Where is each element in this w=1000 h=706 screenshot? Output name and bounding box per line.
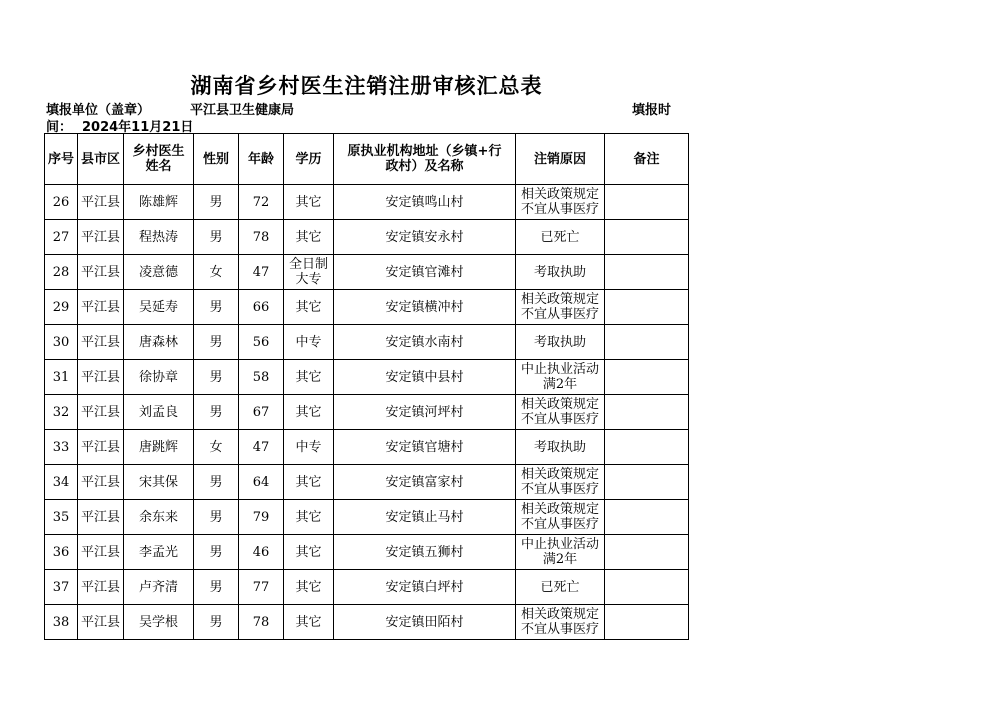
cell-col-gender: 女 xyxy=(194,255,239,290)
cell-col-institution-address: 安定镇安永村 xyxy=(334,220,516,255)
cell-col-institution-address: 安定镇官塘村 xyxy=(334,430,516,465)
cell-col-doctor-name: 宋其保 xyxy=(124,465,194,500)
cell-col-age: 56 xyxy=(239,325,284,360)
cell-col-remarks xyxy=(605,220,689,255)
cell-col-doctor-name: 吴学根 xyxy=(124,605,194,640)
table-row xyxy=(45,605,689,640)
cell-col-age: 77 xyxy=(239,570,284,605)
cell-col-education: 其它 xyxy=(284,220,334,255)
cell-col-institution-address: 安定镇河坪村 xyxy=(334,395,516,430)
cell-col-remarks xyxy=(605,255,689,290)
header-col-education: 学历 xyxy=(284,134,334,185)
date-label-cont: 间： xyxy=(46,120,73,135)
cell-col-remarks xyxy=(605,395,689,430)
cell-col-remarks xyxy=(605,500,689,535)
cell-col-institution-address: 安定镇田陌村 xyxy=(334,605,516,640)
cell-col-gender: 男 xyxy=(194,220,239,255)
cell-col-institution-address: 安定镇横冲村 xyxy=(334,290,516,325)
table-row xyxy=(45,360,689,395)
cell-col-education: 其它 xyxy=(284,570,334,605)
cell-col-doctor-name: 余东来 xyxy=(124,500,194,535)
cell-col-education: 其它 xyxy=(284,290,334,325)
header-col-county: 县市区 xyxy=(78,134,124,185)
cell-col-age: 46 xyxy=(239,535,284,570)
cell-col-institution-address: 安定镇止马村 xyxy=(334,500,516,535)
cell-col-gender: 男 xyxy=(194,185,239,220)
header-col-cancel-reason: 注销原因 xyxy=(516,134,605,185)
cell-col-county: 平江县 xyxy=(78,325,124,360)
cell-col-doctor-name: 卢齐清 xyxy=(124,570,194,605)
cell-col-gender: 男 xyxy=(194,465,239,500)
cell-col-county: 平江县 xyxy=(78,185,124,220)
table-row xyxy=(45,185,689,220)
cell-col-age: 64 xyxy=(239,465,284,500)
cell-col-index: 33 xyxy=(45,430,78,465)
header-col-index: 序号 xyxy=(45,134,78,185)
date-label: 填报时 xyxy=(632,103,672,118)
cell-col-gender: 男 xyxy=(194,360,239,395)
cell-col-cancel-reason: 考取执助 xyxy=(516,255,605,290)
cell-col-institution-address: 安定镇水南村 xyxy=(334,325,516,360)
table-header-row xyxy=(45,134,689,185)
cell-col-county: 平江县 xyxy=(78,570,124,605)
unit-label: 填报单位（盖章） xyxy=(46,103,151,118)
cell-col-index: 27 xyxy=(45,220,78,255)
table-row xyxy=(45,430,689,465)
cell-col-county: 平江县 xyxy=(78,500,124,535)
cell-col-education: 其它 xyxy=(284,360,334,395)
cell-col-education: 中专 xyxy=(284,325,334,360)
cell-col-gender: 男 xyxy=(194,500,239,535)
header-col-remarks: 备注 xyxy=(605,134,689,185)
cell-col-doctor-name: 唐跳辉 xyxy=(124,430,194,465)
cell-col-cancel-reason: 相关政策规定 不宜从事医疗 xyxy=(516,290,605,325)
table-row xyxy=(45,500,689,535)
cell-col-doctor-name: 李孟光 xyxy=(124,535,194,570)
cell-col-county: 平江县 xyxy=(78,535,124,570)
cell-col-cancel-reason: 考取执助 xyxy=(516,325,605,360)
cell-col-gender: 男 xyxy=(194,395,239,430)
cell-col-remarks xyxy=(605,605,689,640)
table-body xyxy=(45,185,689,640)
table-row xyxy=(45,290,689,325)
cell-col-age: 67 xyxy=(239,395,284,430)
cell-col-cancel-reason: 相关政策规定 不宜从事医疗 xyxy=(516,500,605,535)
cell-col-county: 平江县 xyxy=(78,360,124,395)
cell-col-index: 36 xyxy=(45,535,78,570)
cell-col-index: 26 xyxy=(45,185,78,220)
cell-col-education: 其它 xyxy=(284,500,334,535)
table-row xyxy=(45,465,689,500)
cell-col-gender: 男 xyxy=(194,535,239,570)
cell-col-gender: 男 xyxy=(194,290,239,325)
cell-col-gender: 男 xyxy=(194,325,239,360)
page-title: 湖南省乡村医生注销注册审核汇总表 xyxy=(190,74,543,98)
cell-col-county: 平江县 xyxy=(78,465,124,500)
cell-col-index: 31 xyxy=(45,360,78,395)
cell-col-index: 28 xyxy=(45,255,78,290)
cell-col-doctor-name: 程热涛 xyxy=(124,220,194,255)
header-col-institution-address: 原执业机构地址（乡镇+行 政村）及名称 xyxy=(334,134,516,185)
cell-col-cancel-reason: 相关政策规定 不宜从事医疗 xyxy=(516,395,605,430)
cell-col-education: 其它 xyxy=(284,395,334,430)
cell-col-doctor-name: 陈雄辉 xyxy=(124,185,194,220)
cell-col-cancel-reason: 中止执业活动 满2年 xyxy=(516,535,605,570)
table-row xyxy=(45,220,689,255)
cell-col-institution-address: 安定镇鸣山村 xyxy=(334,185,516,220)
cell-col-education: 其它 xyxy=(284,465,334,500)
cell-col-age: 47 xyxy=(239,255,284,290)
cell-col-age: 72 xyxy=(239,185,284,220)
cell-col-cancel-reason: 考取执助 xyxy=(516,430,605,465)
cell-col-cancel-reason: 相关政策规定 不宜从事医疗 xyxy=(516,605,605,640)
cell-col-remarks xyxy=(605,185,689,220)
cell-col-remarks xyxy=(605,325,689,360)
cell-col-gender: 男 xyxy=(194,570,239,605)
table-row xyxy=(45,535,689,570)
cell-col-doctor-name: 唐森林 xyxy=(124,325,194,360)
cell-col-index: 29 xyxy=(45,290,78,325)
cell-col-age: 66 xyxy=(239,290,284,325)
cell-col-remarks xyxy=(605,360,689,395)
table-row xyxy=(45,395,689,430)
cell-col-index: 32 xyxy=(45,395,78,430)
cell-col-institution-address: 安定镇富家村 xyxy=(334,465,516,500)
cell-col-index: 38 xyxy=(45,605,78,640)
cell-col-doctor-name: 凌意德 xyxy=(124,255,194,290)
cell-col-doctor-name: 吴延寿 xyxy=(124,290,194,325)
cell-col-age: 47 xyxy=(239,430,284,465)
header-col-age: 年龄 xyxy=(239,134,284,185)
table-row xyxy=(45,255,689,290)
cell-col-county: 平江县 xyxy=(78,290,124,325)
cell-col-doctor-name: 刘孟良 xyxy=(124,395,194,430)
cell-col-cancel-reason: 相关政策规定 不宜从事医疗 xyxy=(516,465,605,500)
cell-col-remarks xyxy=(605,290,689,325)
cell-col-index: 34 xyxy=(45,465,78,500)
cell-col-remarks xyxy=(605,570,689,605)
unit-value: 平江县卫生健康局 xyxy=(190,103,295,118)
cell-col-cancel-reason: 已死亡 xyxy=(516,220,605,255)
cell-col-remarks xyxy=(605,535,689,570)
cell-col-county: 平江县 xyxy=(78,430,124,465)
cell-col-county: 平江县 xyxy=(78,255,124,290)
cell-col-index: 37 xyxy=(45,570,78,605)
cell-col-cancel-reason: 已死亡 xyxy=(516,570,605,605)
cell-col-institution-address: 安定镇中县村 xyxy=(334,360,516,395)
table-row xyxy=(45,325,689,360)
header-col-doctor-name: 乡村医生 姓名 xyxy=(124,134,194,185)
cell-col-institution-address: 安定镇五狮村 xyxy=(334,535,516,570)
cell-col-gender: 男 xyxy=(194,605,239,640)
cell-col-gender: 女 xyxy=(194,430,239,465)
cell-col-education: 其它 xyxy=(284,535,334,570)
date-value: 2024年11月21日 xyxy=(82,120,194,135)
cell-col-institution-address: 安定镇官滩村 xyxy=(334,255,516,290)
cell-col-education: 中专 xyxy=(284,430,334,465)
cell-col-county: 平江县 xyxy=(78,220,124,255)
cell-col-county: 平江县 xyxy=(78,605,124,640)
cell-col-county: 平江县 xyxy=(78,395,124,430)
cell-col-institution-address: 安定镇白坪村 xyxy=(334,570,516,605)
cell-col-doctor-name: 徐协章 xyxy=(124,360,194,395)
cell-col-education: 其它 xyxy=(284,605,334,640)
summary-table xyxy=(44,133,689,640)
cell-col-education: 其它 xyxy=(284,185,334,220)
cell-col-index: 35 xyxy=(45,500,78,535)
cell-col-age: 78 xyxy=(239,605,284,640)
header-col-gender: 性别 xyxy=(194,134,239,185)
cell-col-cancel-reason: 中止执业活动 满2年 xyxy=(516,360,605,395)
cell-col-age: 79 xyxy=(239,500,284,535)
cell-col-remarks xyxy=(605,430,689,465)
cell-col-education: 全日制 大专 xyxy=(284,255,334,290)
cell-col-age: 58 xyxy=(239,360,284,395)
table-row xyxy=(45,570,689,605)
cell-col-remarks xyxy=(605,465,689,500)
cell-col-age: 78 xyxy=(239,220,284,255)
cell-col-cancel-reason: 相关政策规定 不宜从事医疗 xyxy=(516,185,605,220)
cell-col-index: 30 xyxy=(45,325,78,360)
